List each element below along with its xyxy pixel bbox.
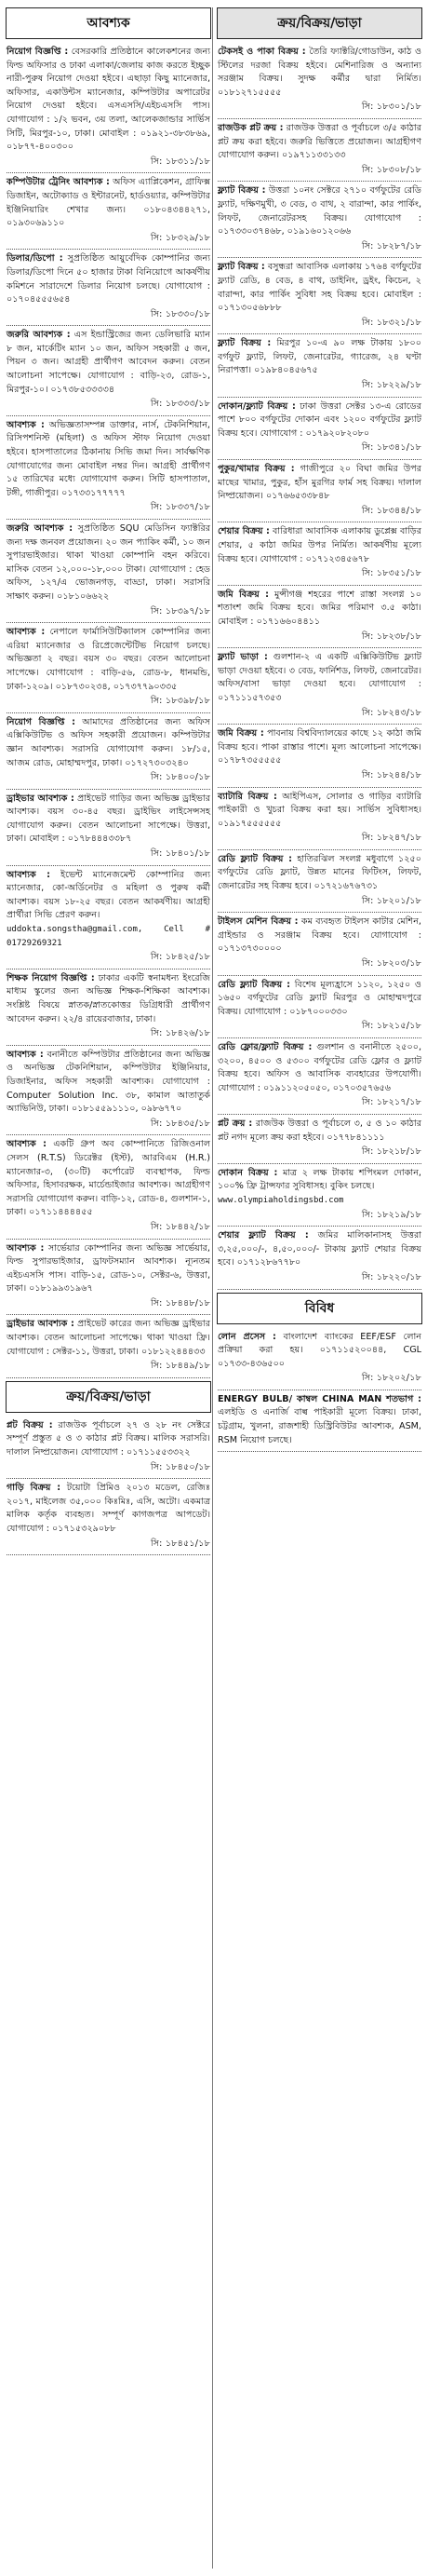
ad-reference-number: সি: ১৮৩৯৭/১৮ xyxy=(150,605,210,617)
ad-title: ফ্ল্যাট বিক্রয় : xyxy=(218,185,266,197)
ad-body: গাজীপুরে ২০ বিঘা জমির উপর মাছের খামার, পুকুর, হাঁস মুরগির ফার্ম সহ বিক্রয়। দালাল নিষ্প্রয়োজন। ০১৭৬৬৫৩৩৮৪৮ xyxy=(218,464,421,502)
ad-text xyxy=(218,915,421,956)
ad-reference-number: সি: ১৮২২০/১৮ xyxy=(361,1271,421,1282)
classified-ad xyxy=(217,1390,422,1452)
section-spacer xyxy=(217,1452,422,1455)
ad-body: এলইডি ও এনার্জি বাল্ব পাইকারী মূল্যে বিক্রয়। ঢাকা, চট্টগ্রাম, খুলনা, রাজশাহী ডিস্ট্রিবিউটর আবশ্যক, ASM, RSM নিয়োগ চলছে। xyxy=(218,1407,421,1445)
ad-reference-number: সি: ১৮৪২৬/১৮ xyxy=(150,1028,210,1039)
ad-body: মাত্র ২ লক্ষ টাকায় শপিংমল দোকান, ১০০% ফ্রি ট্রান্সফার সুবিধাসহ। বুকিং চলছে। xyxy=(218,1167,421,1192)
ad-title: ড্রাইভার আবশ্যক : xyxy=(7,1319,74,1330)
ad-reference-number: সি: ১৮৩০১/১৮ xyxy=(361,102,421,113)
ad-title: ব্যাটারি বিক্রয় : xyxy=(218,791,277,802)
classified-ad xyxy=(217,850,422,913)
ad-body: জমির মালিকানাসহ উত্তরা ৩,২৫,০০০/-, ৪,৫০,০০০/- টাকায় ফ্ল্যাট শেয়ার বিক্রয় হবে। ০১৭১২৮৬৭৭৮০ xyxy=(218,1230,422,1268)
classified-ad xyxy=(6,1417,211,1479)
ad-reference-number: সি: ১৮৩১১/১৮ xyxy=(150,156,210,167)
classified-ad xyxy=(217,586,422,648)
ad-reference-number: সি: ১৮২৮৭/১৮ xyxy=(361,240,421,251)
ad-text xyxy=(7,626,210,694)
ad-title: নিয়োগ বিজ্ঞপ্তি : xyxy=(7,716,75,727)
ad-title: জরুরি আবশ্যক : xyxy=(7,523,73,534)
ad-reference-number: সি: ১৮২১৮/১৮ xyxy=(361,1146,421,1158)
ad-title: শেয়ার ফ্ল্যাট বিক্রয় : xyxy=(218,1230,309,1241)
ad-text xyxy=(218,1229,421,1270)
classified-ad xyxy=(6,1315,211,1377)
ad-title: রেডি ফ্ল্যাট বিক্রয় : xyxy=(218,979,291,990)
ad-title: আবশ্যক : xyxy=(7,1139,47,1150)
ad-title: শেয়ার বিক্রয় : xyxy=(218,526,270,537)
section-spacer xyxy=(6,1555,211,1558)
ad-text xyxy=(218,122,421,163)
classified-ad xyxy=(217,1038,422,1115)
ad-text xyxy=(7,252,210,306)
ad-text xyxy=(218,1167,421,1194)
ad-body: বনানীতে কম্পিউটার প্রতিষ্ঠানের জন্য অভিজ্ঞ ও অনভিজ্ঞ টেকনিশিয়ান, কম্পিউটার ইঞ্জিনিয়ার, ডিজাইনার, অফিস সহকারী আবশ্যক। যোগাযোগ : Computer Solution Inc. ৩৮, কামাল আতাতুর্ক অ্যাভিনিউ, ঢাকা। ০১৮১৫৫৯১১১০, ০৯৮৬৭৭০ xyxy=(7,1049,210,1115)
classified-ad xyxy=(217,460,422,522)
ad-reference-number: সি: ১৮২১৫/১৮ xyxy=(361,1021,421,1032)
ad-title: রেডি ফ্লোর/ফ্ল্যাট বিক্রয় : xyxy=(218,1042,313,1052)
classified-ad xyxy=(217,522,422,585)
ad-title: ফ্ল্যাট ভাড়া : xyxy=(218,652,268,663)
ad-text xyxy=(218,727,421,768)
ad-body: হাতিরঝিল সংলগ্ন মধুবাগে ১২৫০ বর্গফুটের রেডি ফ্ল্যাট, উন্নত মানের ফিটিংস, লিফট, জেনারেটর সহ বিক্রয় হবে। ০১৭২১৬৭৬৭৩১ xyxy=(218,853,421,892)
classified-ad xyxy=(6,1240,211,1316)
ad-title: ফ্ল্যাট বিক্রয় : xyxy=(218,338,272,349)
ad-reference-number: সি: ১৮৩৩৭/১৮ xyxy=(150,502,210,513)
classified-ad xyxy=(217,976,422,1038)
ad-text xyxy=(218,853,421,894)
ad-text xyxy=(7,972,210,1026)
ad-text xyxy=(218,46,421,100)
ad-title: দোকান/ফ্ল্যাট বিক্রয় : xyxy=(218,400,296,412)
ad-title: দোকান বিক্রয় : xyxy=(218,1167,278,1178)
ad-title: আবশ্যক : xyxy=(7,1049,44,1060)
ad-body: তৈরি ফ্যাক্টরি/গোডাউন, কাঠ ও স্টিলের দরজা বিক্রয় হইবে। মেশিনারিজ ও অন্যান্য সরঞ্জাম বিক্রয়। সুদক্ষ কর্মীর দ্বারা নির্মিত। ০১৮১২৭১৫৫৫৫ xyxy=(218,47,422,98)
classified-ad xyxy=(217,913,422,975)
ad-title: আবশ্যক : xyxy=(7,627,46,638)
ad-body: গুলশান-২ এ একটি এক্সিকিউটিভ ফ্ল্যাট ভাড়া দেওয়া হইবে। ৩ বেড, ফার্নিশড, লিফট, জেনারেটর। অফিস/বাসা ভাড়া দেওয়া হবে। যোগাযোগ : ০১৭১১১৫৭৩৫৩ xyxy=(218,652,421,703)
ad-title: আবশ্যক : xyxy=(7,869,50,880)
ad-title: ফ্ল্যাট বিক্রয় : xyxy=(218,262,265,273)
classified-ad xyxy=(6,520,211,623)
section-header: আবশ্যক xyxy=(6,7,211,39)
ad-title: জমি বিক্রয় : xyxy=(218,589,269,600)
classified-ad xyxy=(217,725,422,787)
ad-reference-number: সি: ১৮৩৩৩/১৮ xyxy=(150,399,210,410)
ad-text xyxy=(218,979,421,1020)
ad-body: রাজউক পূর্বাচলে ২৭ ও ২৮ নং সেক্টরে সম্পূর্ণ প্রস্তুত ৫ ও ৩ কাঠার প্লট বিক্রয়। মালিক সরাসরি। দালাল নিষ্প্রয়োজন। যোগাযোগ : ০১৭১১৫৫৩৩২২ xyxy=(7,1419,210,1458)
ad-reference-number: সি: ১৮২০৩/১৮ xyxy=(361,958,421,969)
ad-reference-number: সি: ১৮২১৯/১৮ xyxy=(361,1209,421,1220)
ad-text xyxy=(7,793,210,847)
ad-title: গাড়ি বিক্রয় : xyxy=(7,1483,61,1494)
ad-text xyxy=(7,869,210,923)
classified-ad xyxy=(6,1479,211,1555)
ad-reference-number: সি: ১৮৩২৯/১৮ xyxy=(150,232,210,243)
ad-body: রাজউক উত্তরা ও পূর্বাচলে ৩/৫ কাঠার প্লট ক্রয় করা হইবে। জরুরি ভিত্তিতে প্রয়োজন। আগ্রহীগণ যোগাযোগ করুন। ০১৯৭১১৩৩১৩৩ xyxy=(218,122,421,161)
ad-reference-number: সি: ১৮৪০১/১৮ xyxy=(150,848,210,860)
ad-body: রাজউক উত্তরা ও পূর্বাচলে ৩, ৫ ও ১০ কাঠার প্লট নগদ মূল্যে ক্রয় করা হইবে। ০১৭৭৮৪১১১১ xyxy=(218,1118,421,1143)
section-header: ক্রয়/বিক্রয়/ভাড়া xyxy=(6,1381,211,1413)
ad-body: গুলশান ও বনানীতে ২৫০০, ৩২০০, ৪৫০০ ও ৫৩০০ বর্গফুটের রেডি ফ্লোর ও ফ্ল্যাট বিক্রয় হবে। অফিস ও আবাসিক ব্যবহারের উপযোগী। যোগাযোগ : ০১৯১১২০৫০৫০, ০১৭০৩৫৭৬৫৬ xyxy=(218,1042,421,1093)
ad-body: ইভেন্ট ম্যানেজমেন্ট কোম্পানির জন্য ম্যানেজার, কো-অর্ডিনেটর ও মহিলা ও পুরুষ কর্মী আবশ্যক। বয়স ১৮-২৫ বছর। বেতন আকর্ষণীয়। আগ্রহী প্রার্থীরা সিভি প্রেরণ করুন। xyxy=(7,869,210,921)
ad-body: ঢাকার একটি স্বনামধন্য ইংরেজি মাধ্যম স্কুলের জন্য অভিজ্ঞ শিক্ষক-শিক্ষিকা আবশ্যক। সংশ্লিষ্ট বিষয়ে স্নাতক/স্নাতকোত্তর ডিগ্রিধারী প্রার্থীগণ আবেদন করুন। ২২/৪ রায়েরবাজার, ঢাকা। xyxy=(7,972,210,1024)
ad-reference-number: সি: ১৮৪২৫/১৮ xyxy=(150,952,210,963)
ad-text xyxy=(7,176,210,230)
ad-text xyxy=(218,1041,421,1095)
ad-body: বিশেষ মূল্যহ্রাসে ১১২০, ১২৫০ ও ১৬৫০ বর্গফুটের রেডি ফ্ল্যাট মিরপুর ও মোহাম্মদপুরে বিক্রয়। যোগাযোগ : ০১৮৭০০০৩৩০ xyxy=(218,979,421,1017)
ad-text xyxy=(218,337,421,378)
classified-ad xyxy=(217,648,422,725)
ad-reference-number: সি: ১৮২১৭/১৮ xyxy=(361,1097,421,1108)
classified-ad xyxy=(217,119,422,182)
ad-text xyxy=(218,400,421,441)
ad-reference-number: সি: ১৮২৪৩/১৮ xyxy=(361,707,421,718)
classified-ad xyxy=(217,788,422,850)
classified-ad xyxy=(6,969,211,1046)
ad-reference-number: সি: ১৮৪০০/১৮ xyxy=(150,772,210,783)
ad-text xyxy=(218,463,421,504)
ad-title: ডিলার/ডিপো : xyxy=(7,253,63,264)
ad-body: মুন্সীগঞ্জ শহরের পাশে রাস্তা সংলগ্ন ১০ শতাংশ জমি বিক্রয় হবে। জমির পরিমাণ ৩.৫ কাঠা। মোবাইল : ০১৭১৬৬০৪৪১১ xyxy=(218,589,422,627)
ad-title: লোন প্রসেস : xyxy=(218,1331,276,1342)
ad-text xyxy=(7,716,210,770)
ad-body: অফিস এ্যাপ্লিকেশন, গ্রাফিক্স ডিজাইন, অটোক্যাড ও ইন্টারনেট, হার্ডওয়্যার, কম্পিউটার ইঞ্জিনিয়ারিং শেখার জন্য। ০১৮০৪৩৪৪২৭১, ০১৯৩০৬৯১১০ xyxy=(7,177,210,229)
ad-reference-number: সি: ১৮২৪৪/১৮ xyxy=(361,769,421,780)
classified-ad xyxy=(217,398,422,460)
right-column xyxy=(217,7,422,1455)
classified-ad xyxy=(6,43,211,173)
ad-text xyxy=(218,791,421,832)
ad-reference-number: সি: ১৮৩৩০/১৮ xyxy=(150,308,210,319)
ad-body: একটি গ্রুপ অব কোম্পানিতে রিজিওনাল সেলস (R.T.S) ডিরেক্টর (ইস্ট), আরবিএম (H.R.) ম্যানেজার-৩, (৩০টি) কর্পোরেট ব্যবস্থাপক, ফিল্ড অফিসার, হিসাবরক্ষক, মার্চেন্ডাইজার আবশ্যক। আগ্রহীগণ সরাসরি যোগাযোগ করুন। বাড়ি-১২, রোড-৪, গুলশান-১, ঢাকা। ০১৭১১৪৪৪৪৫৫ xyxy=(7,1139,210,1218)
ad-text xyxy=(7,1318,210,1359)
ad-text xyxy=(218,589,421,630)
classified-ad xyxy=(6,713,211,790)
ad-reference-number: সি: ১৮৩২১/১৮ xyxy=(361,317,421,328)
ad-body: সুপ্রতিষ্ঠিত আয়ুর্বেদিক কোম্পানির জন্য ডিলার/ডিপো দিনে ৫০ হাজার টাকা বিনিয়োগে আকর্ষণীয় কমিশনে সারাদেশে ডিলার নিয়োগ চলছে। যোগাযোগ : ০১৭০৪৫৫৫৬৫৪ xyxy=(7,253,210,305)
ad-text xyxy=(218,1331,421,1372)
ad-reference-number: সি: ১৮২৩৮/১৮ xyxy=(361,630,421,642)
ad-title: ড্রাইভার আবশ্যক : xyxy=(7,793,74,804)
ad-reference-number: সি: ১৮৪৩৫/১৮ xyxy=(150,1118,210,1129)
ad-body: টয়োটা প্রিমিও ২০১৩ মডেল, রেজিঃ ২০১৭, মাইলেজ ৩৫,০০০ কিঃমিঃ, এসি, অটো। একমাত্র মালিক কর্তৃক ব্যবহৃত। সম্পূর্ণ কাগজপত্র আপডেট। যোগাযোগ : ০১৭১৫৩২৯০৮৮ xyxy=(7,1483,210,1534)
ad-reference-number: সি: ১৮৩৯৮/১৮ xyxy=(150,696,210,707)
ad-reference-number: সি: ১৮২২৯/১৮ xyxy=(361,380,421,391)
ad-body: প্রাইভেট গাড়ির জন্য অভিজ্ঞ ড্রাইভার আবশ্যক। বয়স ৩০-৪৫ বছর। ড্রাইভিং লাইসেন্সসহ যোগাযোগ করুন। বেতন আলোচনা সাপেক্ষে। উত্তরা, ঢাকা। মোবাইল : ০১৭৮৪৪৪৩৩৮৭ xyxy=(7,793,210,845)
ad-title: রেডি ফ্ল্যাট বিক্রয় : xyxy=(218,853,292,864)
ad-body: আমাদের প্রতিষ্ঠানের জন্য অফিস এক্সিকিউটিভ ও অফিস সহকারী প্রয়োজন। কম্পিউটার জ্ঞান আবশ্যক। সরাসরি যোগাযোগ করুন। ১৮/১৫, আজম রোড, মোহাম্মদপুর, ঢাকা। ০১৭২৭৩০৩২৪০ xyxy=(7,716,210,768)
ad-body: পাবনায় বিশ্ববিদ্যালয়ের কাছে ১২ কাঠা জমি বিক্রয় হবে। পাকা রাস্তার পাশে। মূল্য আলোচনা সাপেক্ষে। ০১৭৮৭৩৫৫৫৫৫ xyxy=(218,728,421,766)
ad-title: টাইলস মেশিন বিক্রয় : xyxy=(218,916,299,928)
ad-body: সার্ভেয়ার কোম্পানির জন্য অভিজ্ঞ সার্ভেয়ার, ফিল্ড সুপারভাইজার, ড্রাফটসম্যান আবশ্যক। ন্যূনতম এইচএসসি পাস। বাড়ি-১৫, রোড-১০, সেক্টর-৬, উত্তরা, ঢাকা। ০১৮১৯৯৩১৯৬৭ xyxy=(7,1242,210,1295)
ad-title: নিয়োগ বিজ্ঞপ্তি : xyxy=(7,47,69,57)
ad-text xyxy=(7,1049,210,1117)
classified-ad xyxy=(217,1227,422,1289)
classified-ad xyxy=(217,1328,422,1390)
ad-web-contact[interactable]: uddokta.songstha@gmail.com, Cell # 01729269321 xyxy=(7,925,210,948)
ad-reference-number: সি: ১৮৩৫১/১৮ xyxy=(361,568,421,579)
ad-title: শিক্ষক নিয়োগ বিজ্ঞপ্তি : xyxy=(7,972,95,983)
classified-ad xyxy=(6,1046,211,1136)
ad-reference-number: সি: ১৮৪৪৯/১৮ xyxy=(150,1361,210,1372)
column-divider xyxy=(212,7,213,2569)
classified-ad xyxy=(217,1164,422,1227)
ad-body: উত্তরা ১০নং সেক্টরে ২৭১০ বর্গফুটের রেডি ফ্ল্যাট, দক্ষিণমুখী, ৩ বেড, ৩ বাথ, ২ বারান্দা, কার পার্কিং, লিফট, জেনারেটরসহ বিক্রয়। যোগাযোগ : ০১৭৩৩০৩৭৪৬৮, ০১৯১৬০১২০৬৬ xyxy=(218,185,421,237)
ad-text xyxy=(218,1393,421,1447)
ad-body: সুপ্রতিষ্ঠিত SQU মেডিসিন ফ্যাক্টরির জন্য দক্ষ জনবল প্রয়োজন। ২০ জন প্যাকিং কর্মী, ১০ জন সুপারভাইজার। থাকা খাওয়া কোম্পানি বহন করিবে। মাসিক বেতন ১২,০০০-১৮,০০০ টাকা। যোগাযোগ : হেড অফিস, ১২৭/এ ভোজনগড়, বাড্ডা, ঢাকা। সরাসরি সাক্ষাৎ করুন। ০১৮১০৬৬২২ xyxy=(7,523,210,602)
ad-title: টেকসই ও পাকা বিক্রয় : xyxy=(218,47,306,57)
ad-text xyxy=(7,1138,210,1220)
classified-ad xyxy=(217,1115,422,1164)
ad-body: বাংলাদেশ ব্যাংকের EEF/ESF লোন প্রক্রিয়া করা হয়। ০১৭১১৫২০০৪৪, CGL ০১৭৩৩-৪৩৬৫০০ xyxy=(218,1331,421,1369)
ad-title: জমি বিক্রয় : xyxy=(218,728,264,739)
ad-reference-number: সি: ১৮৪৫০/১৮ xyxy=(150,1461,210,1472)
ad-reference-number: সি: ১৮৩৪১/১৮ xyxy=(361,442,421,454)
ad-reference-number: সি: ১৮২০২/১৮ xyxy=(361,1373,421,1384)
classified-ad xyxy=(6,623,211,713)
classified-ad xyxy=(217,182,422,258)
ad-text xyxy=(7,1419,210,1460)
ad-body: অভিজ্ঞতাসম্পন্ন ডাক্তার, নার্স, টেকনিশিয়ান, রিসিপশনিস্ট (মহিলা) ও অফিস স্টাফ নিয়োগ দেওয়া হইবে। হাসপাতালের ঠিকানায় সিভি জমা দিন। সার্বক্ষণিক যোগাযোগের জন্য মোবাইল নম্বর দিন। আগ্রহী প্রার্থীগণ ১৫ তারিখের মধ্যে যোগাযোগ করুন। সিটি হাসপাতাল, টঙ্গী, গাজীপুর। ০১৭৩৩১৭৭৭৭৭ xyxy=(7,419,210,498)
classified-ad xyxy=(217,334,422,397)
classified-ad xyxy=(217,258,422,334)
classified-ad xyxy=(6,416,211,520)
classified-ad xyxy=(6,790,211,866)
ad-text xyxy=(7,522,210,604)
ad-body: নেপালে ফার্মাসিউটিক্যালস কোম্পানির জন্য এরিয়া ম্যানেজার ও রিপ্রেজেন্টেটিভ নিয়োগ চলছে। অভিজ্ঞতা ২ বছর। বয়স ৩০ বছর। বেতন আলোচনা সাপেক্ষে। যোগাযোগ : বাড়ি-৫৬, রোড-৮, ধানমন্ডি, ঢাকা-১২০৯। ০১৮৭৩০২৩৪, ০১৭৩৭৭৯০৩৩৫ xyxy=(7,627,210,692)
ad-title: প্লট ক্রয় : xyxy=(218,1118,253,1129)
ad-reference-number: সি: ১৮২০১/১৮ xyxy=(361,895,421,906)
ad-body: ঢাকা উত্তরা সেক্টর ১৩-এ রোডের পাশে ৮০০ বর্গফুটের দোকান এবং ১২০০ বর্গফুটের ফ্ল্যাট বিক্রয় হবে। যোগাযোগ : ০১৭৯২০৮২০৮০ xyxy=(218,400,421,439)
ad-reference-number: সি: ১৮৩০৮/১৮ xyxy=(361,164,421,175)
ad-web-contact[interactable]: www.olympiaholdingsbd.com xyxy=(218,1195,344,1205)
ad-reference-number: সি: ১৮২৪৭/১৮ xyxy=(361,833,421,844)
left-column xyxy=(6,7,211,1558)
ad-text xyxy=(7,419,210,501)
ad-text xyxy=(7,329,210,397)
ad-body: এস ইন্ডাস্ট্রিজের জন্য ডেলিভারি ম্যান ৮ জন, মার্কেটিং ম্যান ১০ জন, অফিস সহকারী ৫ জন, পিয়ন ৩ জন। আগ্রহী প্রার্থীগণ আবেদন করুন। বেতন আলোচনা সাপেক্ষে। যোগাযোগ : বাড়ি-২৩, রোড-১, মিরপুর-১০। ০১৭৩৮৫৩৩৩৩৪ xyxy=(7,330,210,395)
ad-text xyxy=(218,261,421,315)
ad-reference-number: সি: ১৮৩৪৪/১৮ xyxy=(361,505,421,516)
classified-ad xyxy=(6,250,211,326)
section-header: বিবিধ xyxy=(217,1293,422,1324)
classified-ad xyxy=(6,866,211,969)
ad-reference-number: সি: ১৮৪৪৮/১৮ xyxy=(150,1297,210,1308)
ad-title: ENERGY BULB/ কাম্বল CHINA MAN শতভাগ : xyxy=(218,1393,421,1404)
ad-text xyxy=(218,525,421,566)
ad-body: কম ব্যবহৃত টাইলস কাটার মেশিন, গ্রাইন্ডার ও সরঞ্জাম বিক্রয় হবে। যোগাযোগ : ০১৭১৩৭৩০০০০ xyxy=(218,916,421,955)
classified-ad xyxy=(217,43,422,119)
ad-title: পুকুর/খামার বিক্রয় : xyxy=(218,464,295,475)
ad-body: বারিধারা আবাসিক এলাকায় ডুপ্লেক্স বাড়ির শেয়ার, ৫ কাঠা জমির উপর নির্মিত। আকর্ষণীয় মূল্যে বিক্রয় হবে। যোগাযোগ : ০১৭১২৩৪৫৬৭৮ xyxy=(218,526,421,564)
ad-body: আইপিএস, সোলার ও গাড়ির ব্যাটারি পাইকারী ও খুচরা বিক্রয় করা হয়। সার্ভিস সুবিধাসহ। ০১৯১৭৫৫৫৫৫৫ xyxy=(218,791,421,829)
ad-title: প্লট বিক্রয় : xyxy=(7,1419,53,1430)
ad-text xyxy=(7,46,210,155)
ad-title: জরুরি আবশ্যক : xyxy=(7,330,71,341)
ad-body: মিরপুর ১০-এ ৯০ লক্ষ টাকায় ১৮০০ বর্গফুট ফ্ল্যাট, লিফট, জেনারেটর, গ্যারেজ, ২৪ ঘণ্টা নিরাপত্তা। ০১৯৮৪০৪৫৬৭৫ xyxy=(218,338,422,376)
classified-ad xyxy=(6,1135,211,1239)
section-header: ক্রয়/বিক্রয়/ভাড়া xyxy=(217,7,422,39)
ad-text xyxy=(218,651,421,705)
ad-text xyxy=(7,1242,210,1296)
classified-ad xyxy=(6,326,211,416)
ad-title: রাজউক প্লট ক্রয় : xyxy=(218,122,284,133)
ad-body: বেসরকারি প্রতিষ্ঠানে কালেকশনের জন্য ফিল্ড অফিসার ও ঢাকা এলাকা/জেলায় কাজ করতে ইচ্ছুক নারী-পুরুষ নিয়োগ দেওয়া হইবে। এছাড়া কিছু ম্যানেজার, অফিসার, একাউন্টস ম্যানেজার, কম্পিউটার অপারেটর নিয়োগ দেওয়া হইবে। এসএসসি/এইচএসসি পাস। যোগাযোগ : ১/২ ভবন, ৩য় তলা, আলেকজান্ডার সার্ভিস সিটি, মিরপুর-১০, ঢাকা। মোবাইল : ০১৯২১-৩৮৩৮৬৯, ০১৮৭৭-৪০০৩০০ xyxy=(7,47,210,153)
classified-ad xyxy=(6,173,211,250)
ad-reference-number: সি: ১৮৪৫১/১৮ xyxy=(150,1538,210,1549)
ad-text xyxy=(218,184,421,238)
ad-body: বসুন্ধরা আবাসিক এলাকায় ১৭৬৪ বর্গফুটের ফ্ল্যাট রেডি, ৪ বেড, ৪ বাথ, ডাইনিং, ড্রইং, কিচেন, ২ বারান্দা, কার পার্কিং সুবিধা সহ বিক্রয় হবে। মোবাইল : ০১৭১৩০৫৬৮৮৮ xyxy=(218,262,421,314)
ad-reference-number: সি: ১৮৪৪২/১৮ xyxy=(150,1221,210,1232)
ad-text xyxy=(7,1482,210,1536)
ad-text xyxy=(218,1118,421,1145)
ad-body: প্রাইভেট কারের জন্য অভিজ্ঞ ড্রাইভার আবশ্যক। বেতন আলোচনা সাপেক্ষে। থাকা খাওয়া ফ্রি। যোগাযোগ : সেক্টর-১১, উত্তরা, ঢাকা। ০১৮১২২৪৪৪৩৩ xyxy=(7,1319,210,1357)
ad-title: আবশ্যক : xyxy=(7,1242,45,1254)
ad-title: আবশ্যক : xyxy=(7,419,45,430)
ad-title: কম্পিউটার ট্রেনিং আবশ্যক : xyxy=(7,177,110,188)
